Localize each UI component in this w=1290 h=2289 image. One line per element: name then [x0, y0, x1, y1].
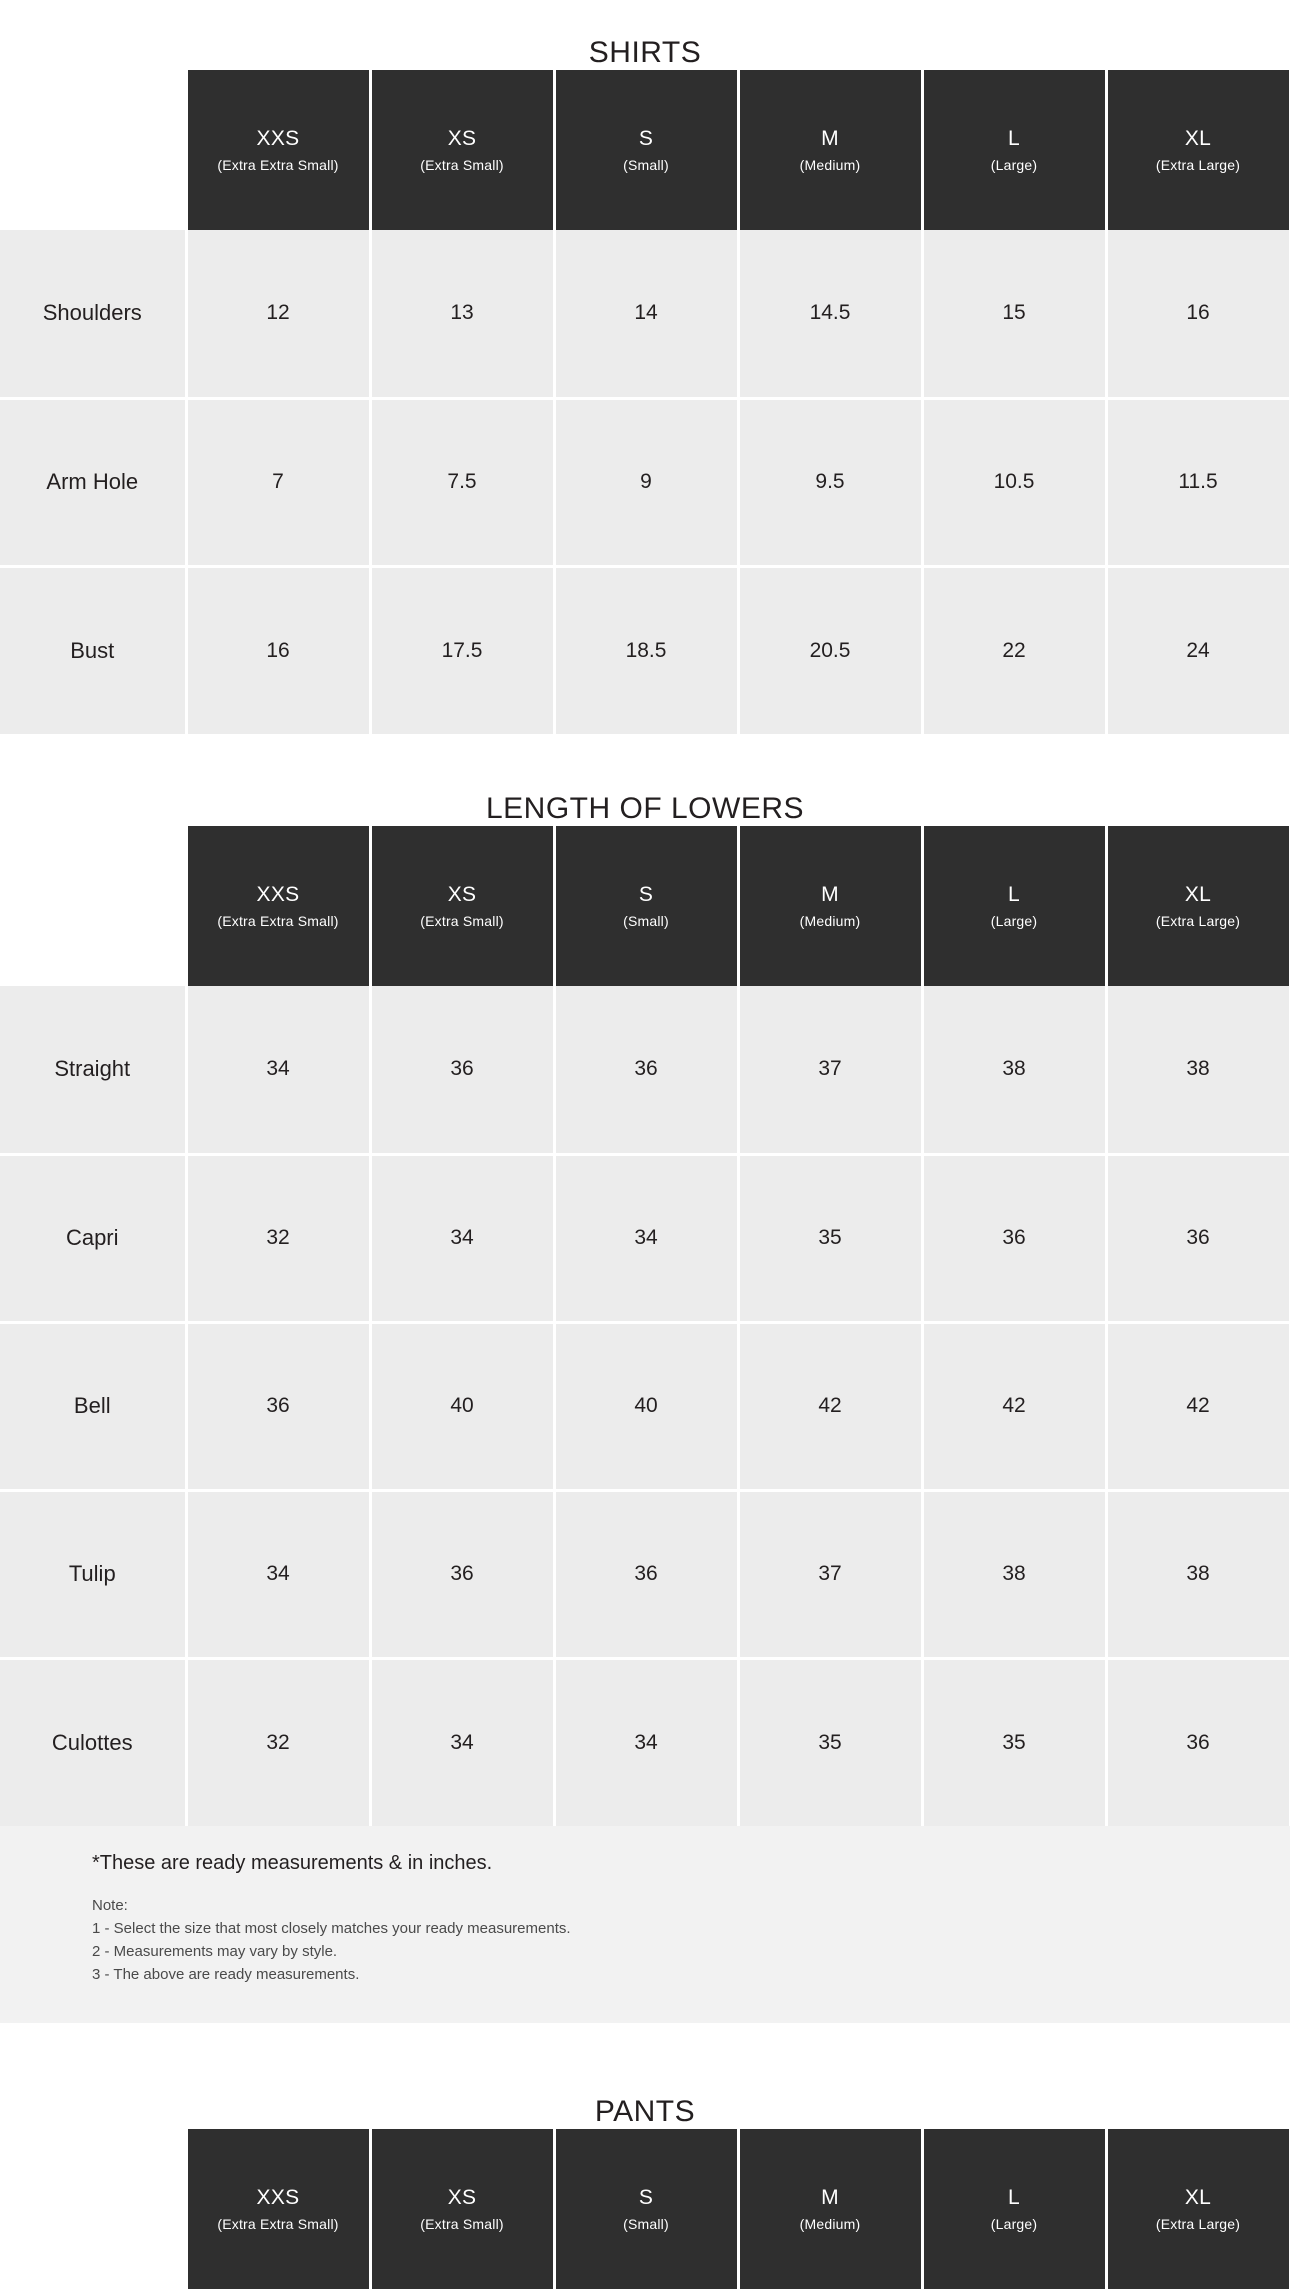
- size-full: (Extra Extra Small): [217, 2215, 339, 2232]
- size-abbr: L: [1008, 882, 1020, 906]
- size-full: (Medium): [799, 156, 861, 173]
- cell-value: 38: [922, 986, 1106, 1154]
- table-header-row: [0, 2129, 1290, 2289]
- size-abbr: XL: [1184, 882, 1212, 906]
- cell-value: 38: [922, 1490, 1106, 1658]
- cell-value: 22: [922, 566, 1106, 734]
- cell-value: 38: [1106, 986, 1290, 1154]
- table-row: [0, 1322, 1290, 1490]
- section-title-shirts: SHIRTS: [588, 36, 702, 69]
- cell-value: 10.5: [922, 398, 1106, 566]
- table-header-row: [0, 826, 1290, 986]
- size-abbr: XXS: [256, 126, 300, 150]
- size-full: (Small): [623, 2215, 669, 2232]
- shirts-table-wrap: [0, 70, 1290, 734]
- size-abbr: L: [1008, 2185, 1020, 2209]
- notes-lead: *These are ready measurements & in inches.: [92, 1852, 493, 1874]
- header-size-xl: [1106, 826, 1290, 986]
- pants-table-wrap: [0, 2129, 1290, 2289]
- header-size-l: [922, 2129, 1106, 2289]
- table-row: [0, 1154, 1290, 1322]
- size-full: (Extra Large): [1155, 912, 1241, 929]
- cell-value: 20.5: [738, 566, 922, 734]
- notes-heading: Note:: [92, 1897, 128, 1914]
- cell-value: 42: [1106, 1322, 1290, 1490]
- cell-value: 18.5: [554, 566, 738, 734]
- size-abbr: M: [821, 2185, 839, 2209]
- cell-value: 35: [738, 1154, 922, 1322]
- cell-value: 36: [1106, 1658, 1290, 1826]
- cell-value: 16: [1106, 230, 1290, 398]
- table-row: [0, 398, 1290, 566]
- top-spacer: [0, 0, 1290, 36]
- size-full: (Medium): [799, 2215, 861, 2232]
- lowers-size-table: [0, 826, 1290, 1826]
- header-size-xl: [1106, 2129, 1290, 2289]
- row-label: Arm Hole: [0, 398, 186, 566]
- cell-value: 35: [922, 1658, 1106, 1826]
- header-size-s: [554, 70, 738, 230]
- header-size-xs: [370, 826, 554, 986]
- size-abbr: L: [1008, 126, 1020, 150]
- size-full: (Extra Small): [420, 912, 504, 929]
- size-abbr: XS: [447, 126, 477, 150]
- size-full: (Large): [990, 2215, 1038, 2232]
- size-abbr: S: [638, 126, 654, 150]
- header-size-m: [738, 826, 922, 986]
- section-spacer: [0, 734, 1290, 792]
- header-corner-cell: [0, 826, 186, 986]
- cell-value: 37: [738, 986, 922, 1154]
- row-label: Tulip: [0, 1490, 186, 1658]
- cell-value: 36: [922, 1154, 1106, 1322]
- size-abbr: XS: [447, 882, 477, 906]
- cell-value: 16: [186, 566, 370, 734]
- cell-value: 15: [922, 230, 1106, 398]
- row-label: Bell: [0, 1322, 186, 1490]
- cell-value: 14: [554, 230, 738, 398]
- size-full: (Large): [990, 156, 1038, 173]
- cell-value: 42: [922, 1322, 1106, 1490]
- cell-value: 9.5: [738, 398, 922, 566]
- cell-value: 36: [370, 1490, 554, 1658]
- size-abbr: S: [638, 2185, 654, 2209]
- cell-value: 34: [370, 1154, 554, 1322]
- cell-value: 13: [370, 230, 554, 398]
- header-size-l: [922, 70, 1106, 230]
- header-size-xs: [370, 70, 554, 230]
- header-size-xxs: [186, 826, 370, 986]
- cell-value: 36: [370, 986, 554, 1154]
- cell-value: 35: [738, 1658, 922, 1826]
- cell-value: 36: [554, 1490, 738, 1658]
- size-full: (Extra Small): [420, 156, 504, 173]
- section-title-lowers: LENGTH OF LOWERS: [485, 792, 805, 825]
- table-row: [0, 566, 1290, 734]
- size-full: (Extra Large): [1155, 2215, 1241, 2232]
- cell-value: 36: [1106, 1154, 1290, 1322]
- size-full: (Medium): [799, 912, 861, 929]
- header-size-l: [922, 826, 1106, 986]
- header-corner-cell: [0, 2129, 186, 2289]
- notes-band: [0, 1826, 1290, 2023]
- cell-value: 14.5: [738, 230, 922, 398]
- size-full: (Small): [623, 156, 669, 173]
- notes-line-3: 3 - The above are ready measurements.: [92, 1966, 360, 1983]
- size-abbr: XXS: [256, 2185, 300, 2209]
- size-abbr: M: [821, 882, 839, 906]
- header-size-xxs: [186, 70, 370, 230]
- notes-line-1: 1 - Select the size that most closely matches your ready measurements.: [92, 1920, 571, 1937]
- section-title-pants: PANTS: [594, 2095, 696, 2128]
- table-row: [0, 1490, 1290, 1658]
- table-row: [0, 230, 1290, 398]
- cell-value: 36: [554, 986, 738, 1154]
- header-size-xs: [370, 2129, 554, 2289]
- cell-value: 32: [186, 1658, 370, 1826]
- row-label: Capri: [0, 1154, 186, 1322]
- size-abbr: M: [821, 126, 839, 150]
- cell-value: 40: [554, 1322, 738, 1490]
- cell-value: 34: [370, 1658, 554, 1826]
- size-full: (Extra Extra Small): [217, 912, 339, 929]
- cell-value: 42: [738, 1322, 922, 1490]
- row-label: Culottes: [0, 1658, 186, 1826]
- size-full: (Extra Extra Small): [217, 156, 339, 173]
- header-corner-cell: [0, 70, 186, 230]
- cell-value: 32: [186, 1154, 370, 1322]
- table-header-row: [0, 70, 1290, 230]
- cell-value: 34: [554, 1154, 738, 1322]
- header-size-xl: [1106, 70, 1290, 230]
- cell-value: 17.5: [370, 566, 554, 734]
- cell-value: 7: [186, 398, 370, 566]
- size-full: (Small): [623, 912, 669, 929]
- section-spacer: [0, 2023, 1290, 2095]
- cell-value: 11.5: [1106, 398, 1290, 566]
- size-full: (Large): [990, 912, 1038, 929]
- size-abbr: XL: [1184, 2185, 1212, 2209]
- cell-value: 24: [1106, 566, 1290, 734]
- cell-value: 40: [370, 1322, 554, 1490]
- notes-line-2: 2 - Measurements may vary by style.: [92, 1943, 338, 1960]
- size-full: (Extra Small): [420, 2215, 504, 2232]
- size-abbr: XS: [447, 2185, 477, 2209]
- size-full: (Extra Large): [1155, 156, 1241, 173]
- header-size-xxs: [186, 2129, 370, 2289]
- cell-value: 34: [554, 1658, 738, 1826]
- cell-value: 34: [186, 986, 370, 1154]
- cell-value: 36: [186, 1322, 370, 1490]
- cell-value: 9: [554, 398, 738, 566]
- size-abbr: XL: [1184, 126, 1212, 150]
- cell-value: 34: [186, 1490, 370, 1658]
- cell-value: 37: [738, 1490, 922, 1658]
- pants-size-table: [0, 2129, 1290, 2289]
- row-label: Bust: [0, 566, 186, 734]
- table-row: [0, 1658, 1290, 1826]
- cell-value: 12: [186, 230, 370, 398]
- size-abbr: S: [638, 882, 654, 906]
- header-size-m: [738, 70, 922, 230]
- lowers-table-wrap: [0, 826, 1290, 1826]
- cell-value: 38: [1106, 1490, 1290, 1658]
- header-size-s: [554, 826, 738, 986]
- row-label: Straight: [0, 986, 186, 1154]
- table-row: [0, 986, 1290, 1154]
- cell-value: 7.5: [370, 398, 554, 566]
- header-size-m: [738, 2129, 922, 2289]
- size-abbr: XXS: [256, 882, 300, 906]
- header-size-s: [554, 2129, 738, 2289]
- shirts-size-table: [0, 70, 1290, 734]
- row-label: Shoulders: [0, 230, 186, 398]
